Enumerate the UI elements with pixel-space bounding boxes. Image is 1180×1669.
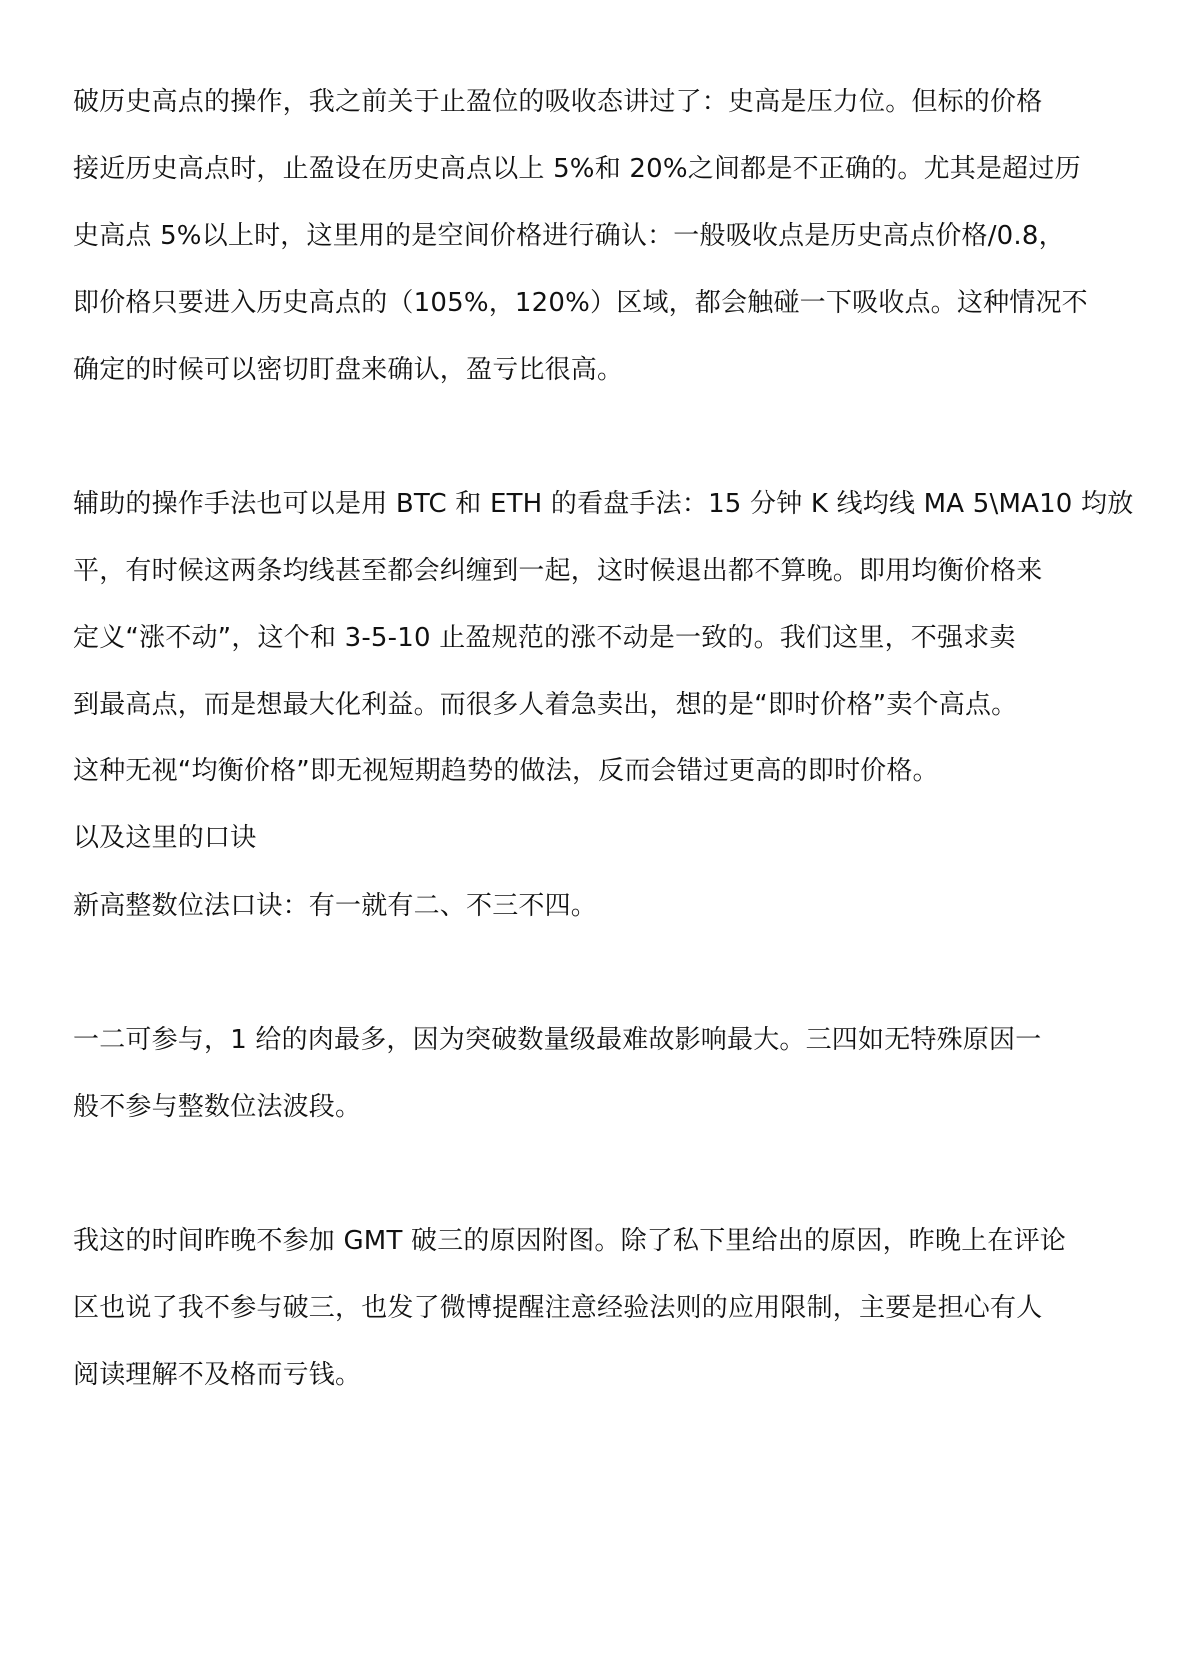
text-line: 即价格只要进入历史高点的（105%，120%）区域，都会触碰一下吸收点。这种情况不 [73,288,1088,318]
text-line: 史高点 5%以上时，这里用的是空间价格进行确认：一般吸收点是历史高点价格/0.8， [73,221,1065,251]
text-line: 破历史高点的操作，我之前关于止盈位的吸收态讲过了：史高是压力位。但标的价格 [73,87,1043,117]
text-line: 我这的时间昨晚不参加 GMT 破三的原因附图。除了私下里给出的原因，昨晚上在评论 [73,1226,1066,1256]
text-line: 定义“涨不动”，这个和 3-5-10 止盈规范的涨不动是一致的。我们这里，不强求卖 [73,623,1016,653]
text-line: 辅助的操作手法也可以是用 BTC 和 ETH 的看盘手法：15 分钟 K 线均线 MA 5\MA10 均放 [73,489,1134,519]
text-line: 一二可参与，1 给的肉最多，因为突破数量级最难故影响最大。三四如无特殊原因一 [73,1025,1042,1055]
text-line: 确定的时候可以密切盯盘来确认，盈亏比很高。 [73,355,624,385]
text-line: 新高整数位法口诀：有一就有二、不三不四。 [73,891,598,921]
text-line: 阅读理解不及格而亏钱。 [73,1360,362,1390]
text-line: 以及这里的口诀 [73,823,257,853]
text-line: 到最高点，而是想最大化利益。而很多人着急卖出，想的是“即时价格”卖个高点。 [73,690,1018,720]
text-line: 接近历史高点时，止盈设在历史高点以上 5%和 20%之间都是不正确的。尤其是超过历 [73,154,1081,184]
text-line: 平，有时候这两条均线甚至都会纠缠到一起，这时候退出都不算晚。即用均衡价格来 [73,556,1043,586]
text-line: 这种无视“均衡价格”即无视短期趋势的做法，反而会错过更高的即时价格。 [73,756,939,786]
text-line: 区也说了我不参与破三，也发了微博提醒注意经验法则的应用限制，主要是担心有人 [73,1293,1043,1323]
text-line: 般不参与整数位法波段。 [73,1092,362,1122]
